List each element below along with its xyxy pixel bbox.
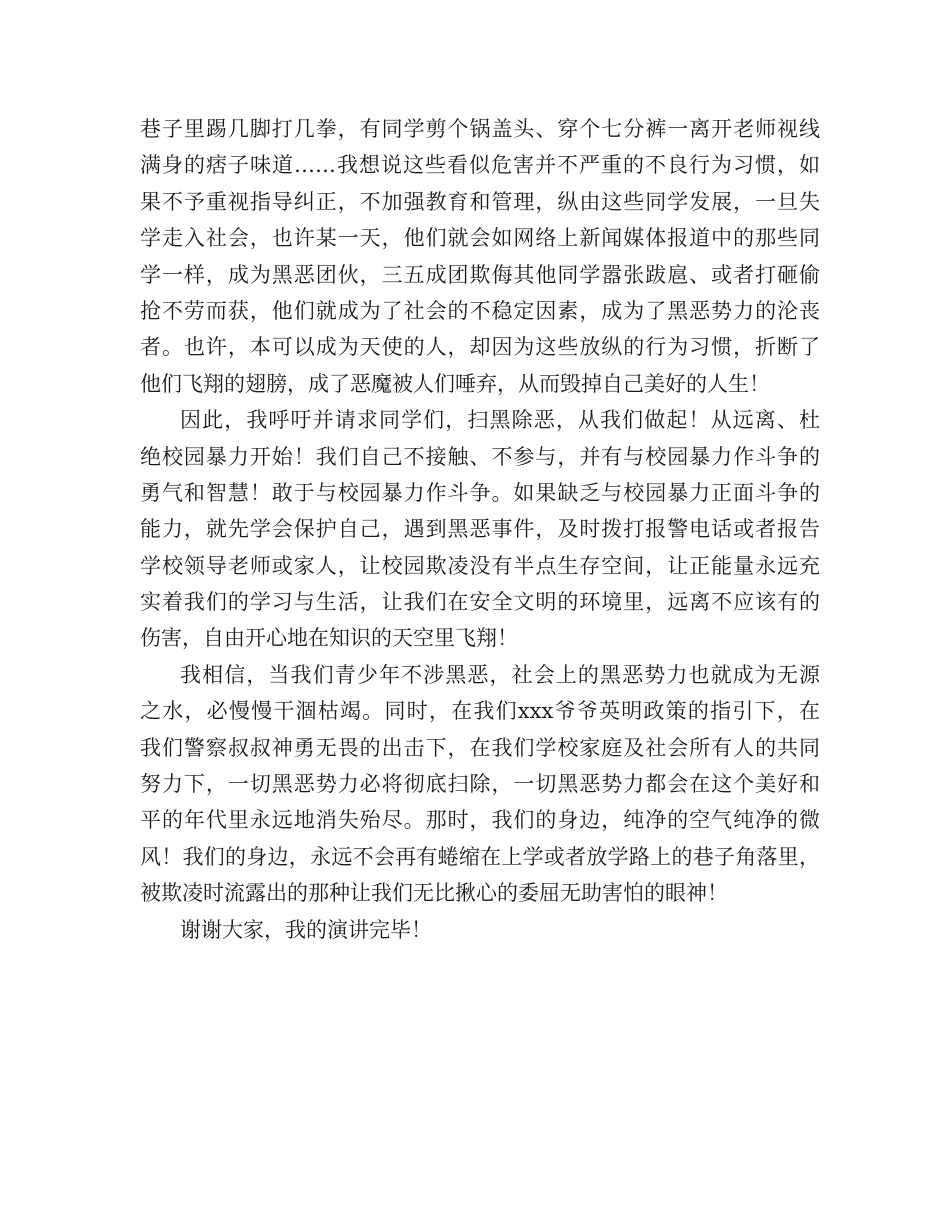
text-line: 满身的痞子味道……我想说这些看似危害并不严重的不良行为习惯，如 <box>140 153 820 178</box>
text-line: 他们飞翔的翅膀，成了恶魔被人们唾弃，从而毁掉自己美好的人生！ <box>140 371 770 396</box>
text-line: 巷子里踢几脚打几拳，有同学剪个锅盖头、穿个七分裤一离开老师视线 <box>140 117 820 141</box>
text-line: 之水，必慢慢干涸枯竭。同时，在我们xxx爷爷英明政策的指引下，在 <box>140 699 820 724</box>
text-line: 平的年代里永远地消失殆尽。那时，我们的身边，纯净的空气纯净的微 <box>140 808 820 833</box>
document-body <box>140 111 820 948</box>
text-line: 伤害，自由开心地在知识的天空里飞翔！ <box>140 626 518 651</box>
text-line: 者。也许，本可以成为天使的人，却因为这些放纵的行为习惯，折断了 <box>140 335 820 360</box>
text-line: 我们警察叔叔神勇无畏的出击下，在我们学校家庭及社会所有人的共同 <box>140 735 820 760</box>
text-line: 绝校园暴力开始！我们自己不接触、不参与，并有与校园暴力作斗争的 <box>140 444 820 469</box>
text-line: 抢不劳而获，他们就成为了社会的不稳定因素，成为了黑恶势力的沦丧 <box>140 298 820 323</box>
text-line: 学走入社会，也许某一天，他们就会如网络上新闻媒体报道中的那些同 <box>140 226 820 251</box>
text-line: 努力下，一切黑恶势力必将彻底扫除，一切黑恶势力都会在这个美好和 <box>140 772 820 797</box>
text-line: 学校领导老师或家人，让校园欺凌没有半点生存空间，让正能量永远充 <box>140 553 820 578</box>
text-line: 风！我们的身边，永远不会再有蜷缩在上学或者放学路上的巷子角落里， <box>140 844 820 869</box>
text-line: 实着我们的学习与生活，让我们在安全文明的环境里，远离不应该有的 <box>140 590 820 615</box>
text-line: 谢谢大家，我的演讲完毕！ <box>180 917 432 942</box>
text-line: 勇气和智慧！敢于与校园暴力作斗争。如果缺乏与校园暴力正面斗争的 <box>140 480 820 505</box>
text-line: 因此，我呼吁并请求同学们，扫黑除恶，从我们做起！从远离、杜 <box>180 408 820 433</box>
text-line: 能力，就先学会保护自己，遇到黑恶事件，及时拨打报警电话或者报告 <box>140 517 820 542</box>
text-line: 我相信，当我们青少年不涉黑恶，社会上的黑恶势力也就成为无源 <box>180 662 820 687</box>
text-line: 学一样，成为黑恶团伙，三五成团欺侮其他同学嚣张跋扈、或者打砸偷 <box>140 262 820 287</box>
text-line: 果不予重视指导纠正，不加强教育和管理，纵由这些同学发展，一旦失 <box>140 189 820 214</box>
text-line: 被欺凌时流露出的那种让我们无比揪心的委屈无助害怕的眼神！ <box>140 881 728 906</box>
